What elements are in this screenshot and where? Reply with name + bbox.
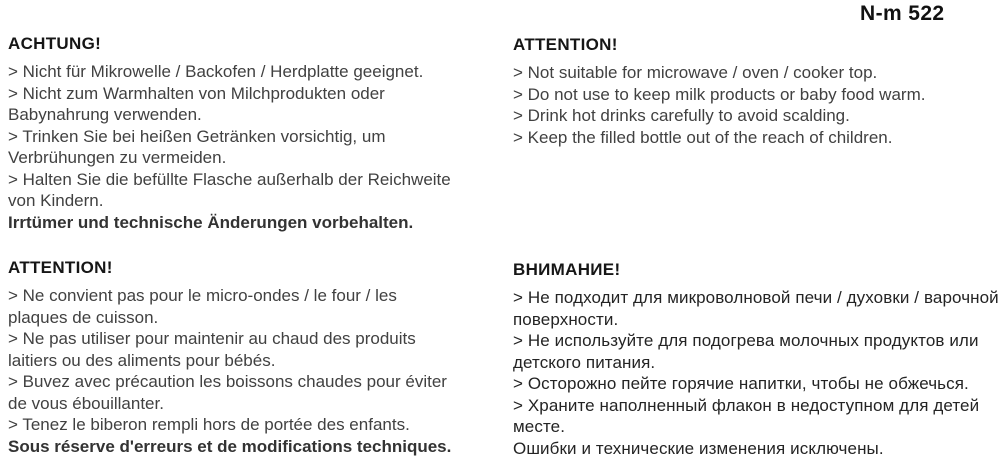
warning-text-line: von Kindern. xyxy=(8,190,451,212)
section-heading: ACHTUNG! xyxy=(8,34,451,54)
section-warning-english xyxy=(513,35,925,148)
warning-text-line: > Buvez avec précaution les boissons chaudes pour éviter xyxy=(8,371,451,393)
section-heading: ВНИМАНИЕ! xyxy=(513,260,999,280)
warning-text-line: Babynahrung verwenden. xyxy=(8,104,451,126)
warning-text-line: de vous ébouillanter. xyxy=(8,393,451,415)
warning-text-line: > Nicht für Mikrowelle / Backofen / Herdplatte geeignet. xyxy=(8,61,451,83)
section-warning-german xyxy=(8,34,451,233)
warning-text-line: > Not suitable for microwave / oven / cooker top. xyxy=(513,62,925,84)
warning-text-line: laitiers ou des aliments pour bébés. xyxy=(8,350,451,372)
warning-text-line: > Nicht zum Warmhalten von Milchprodukten oder xyxy=(8,83,451,105)
warning-text-line: > Ne pas utiliser pour maintenir au chaud des produits xyxy=(8,328,451,350)
warning-text-line: > Не используйте для подогрева молочных продуктов или xyxy=(513,330,999,352)
section-body xyxy=(513,287,999,459)
warning-text-line: > Осторожно пейте горячие напитки, чтобы не обжечься. xyxy=(513,373,999,395)
warning-text-line: детского питания. xyxy=(513,352,999,374)
warning-text-line: > Drink hot drinks carefully to avoid scalding. xyxy=(513,105,925,127)
warning-text-line: > Tenez le biberon rempli hors de portée des enfants. xyxy=(8,414,451,436)
section-footer-note: Irrtümer und technische Änderungen vorbehalten. xyxy=(8,212,451,234)
section-heading: ATTENTION! xyxy=(513,35,925,55)
warning-text-line: поверхности. xyxy=(513,309,999,331)
document-code: N-m 522 xyxy=(860,2,945,26)
warning-text-line: plaques de cuisson. xyxy=(8,307,451,329)
section-warning-french xyxy=(8,258,451,457)
section-footer-note: Ошибки и технические изменения исключены. xyxy=(513,438,999,459)
section-body xyxy=(8,285,451,457)
section-footer-note: Sous réserve d'erreurs et de modifications techniques. xyxy=(8,436,451,458)
warning-text-line: > Halten Sie die befüllte Flasche außerhalb der Reichweite xyxy=(8,169,451,191)
section-warning-russian xyxy=(513,260,999,459)
warning-text-line: > Ne convient pas pour le micro-ondes / le four / les xyxy=(8,285,451,307)
warning-text-line: > Храните наполненный флакон в недоступном для детей xyxy=(513,395,999,417)
section-body xyxy=(513,62,925,148)
warning-text-line: > Keep the filled bottle out of the reach of children. xyxy=(513,127,925,149)
warning-text-line: > Do not use to keep milk products or baby food warm. xyxy=(513,84,925,106)
warning-text-line: месте. xyxy=(513,416,999,438)
warning-text-line: > Не подходит для микроволновой печи / духовки / варочной xyxy=(513,287,999,309)
warning-text-line: > Trinken Sie bei heißen Getränken vorsichtig, um xyxy=(8,126,451,148)
section-heading: ATTENTION! xyxy=(8,258,451,278)
section-body xyxy=(8,61,451,233)
warning-text-line: Verbrühungen zu vermeiden. xyxy=(8,147,451,169)
